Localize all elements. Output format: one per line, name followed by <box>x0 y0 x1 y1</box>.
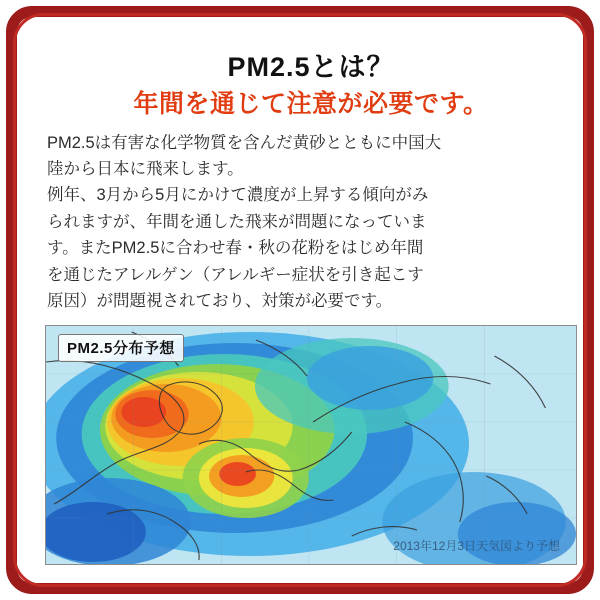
body-line: 例年、3月から5月にかけて濃度が上昇する傾向がみ <box>47 186 429 205</box>
map-graphic <box>46 326 576 564</box>
body-line: を通じたアレルゲン（アレルギー症状を引き起こす <box>47 265 424 284</box>
card-content <box>41 41 581 581</box>
card-frame <box>6 6 594 594</box>
body-line: 原因）が問題視されており、対策が必要です。 <box>47 292 393 311</box>
map-credit-label: 2013年12月3日天気図より予想 <box>393 539 560 554</box>
map-title-label: PM2.5分布予想 <box>58 334 184 362</box>
body-line: PM2.5は有害な化学物質を含んだ黄砂とともに中国大 <box>47 133 442 152</box>
page-title: PM2.5とは？ <box>227 52 395 82</box>
body-text <box>41 131 581 314</box>
body-line: られますが、年間を通した飛来が問題になっていま <box>47 212 427 231</box>
subtitle: 年間を通じて注意が必要です。 <box>133 90 489 119</box>
body-line: す。またPM2.5に合わせ春・秋の花粉をはじめ年間 <box>47 239 424 258</box>
pm25-distribution-map <box>45 325 577 565</box>
body-line: 陸から日本に飛来します。 <box>47 160 244 179</box>
